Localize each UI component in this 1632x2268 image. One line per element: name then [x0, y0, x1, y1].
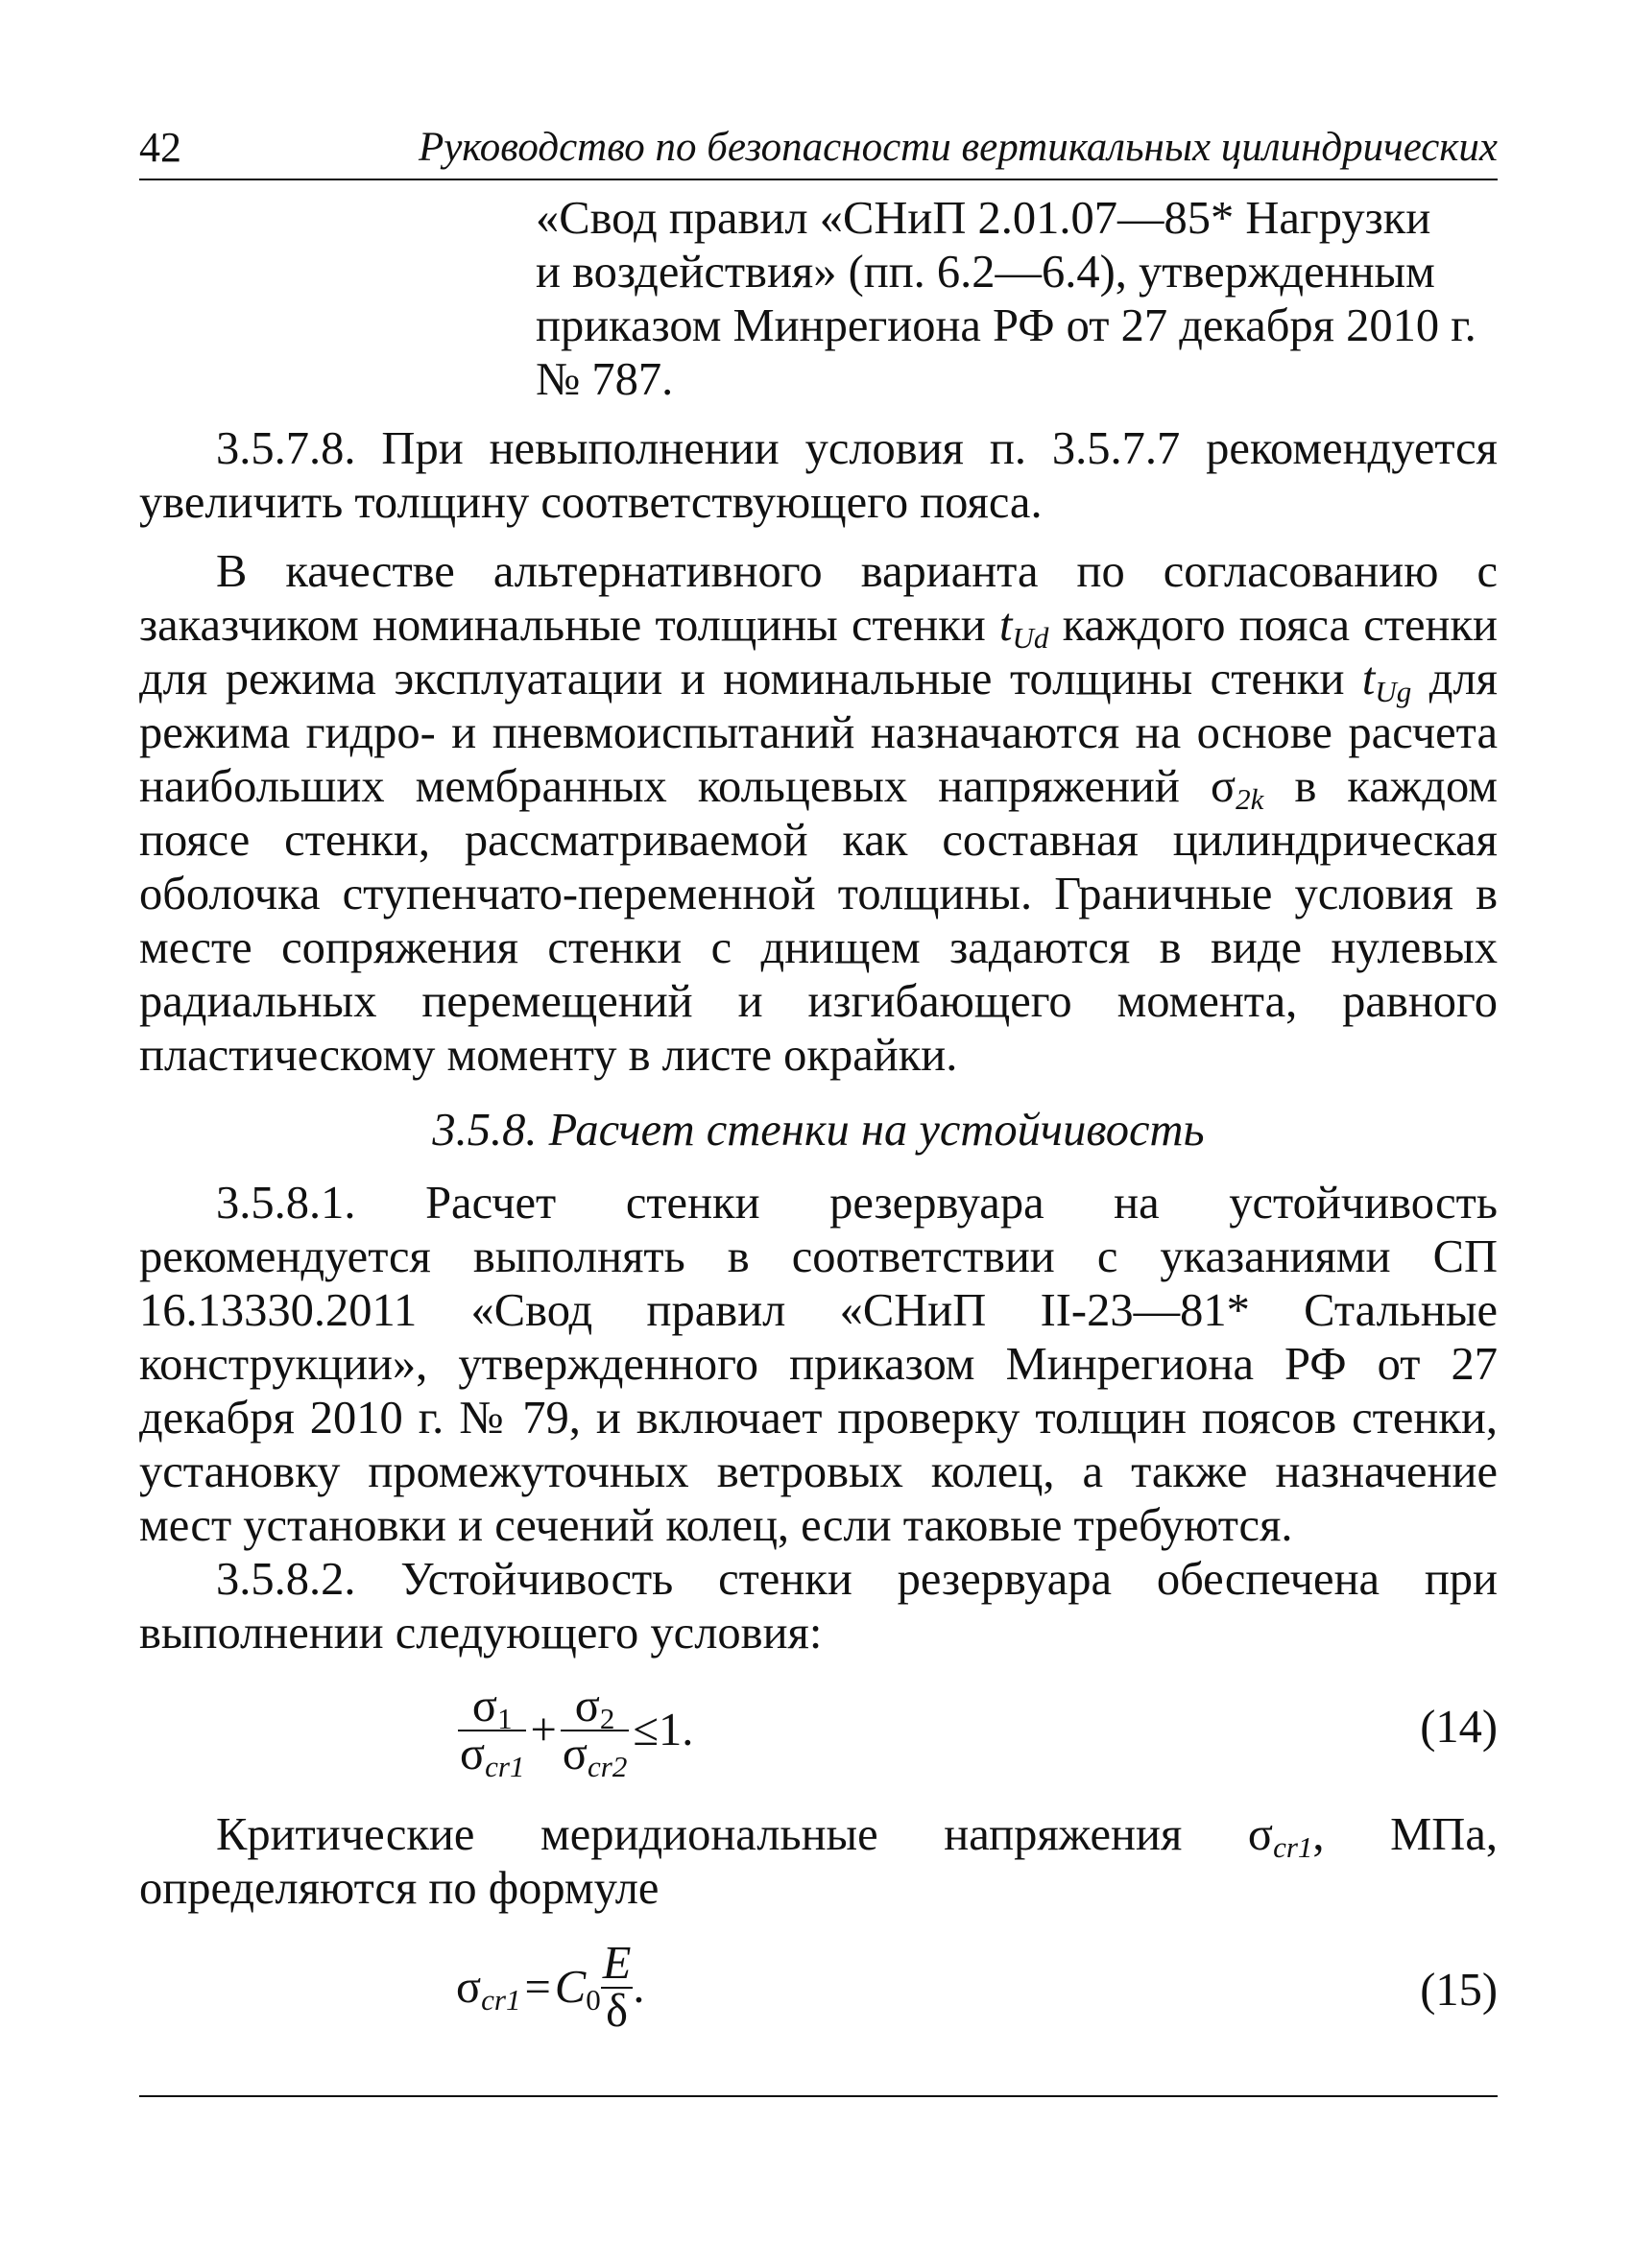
coefficient-c0: $C_0$ [554, 1962, 601, 2017]
continued-reference [536, 192, 1498, 407]
paragraph-text: , МПа, определяются по формуле [139, 1809, 1498, 1914]
thickness-subscript-ug: Ug [1375, 675, 1412, 708]
sigma-subscript-2k: 2k [1236, 782, 1264, 816]
paragraph-critical-stress [139, 1808, 1498, 1916]
fraction-denominator: $\sigma_{cr2}$ [562, 1729, 628, 1783]
formula-14-expression [458, 1681, 697, 1783]
page-header [139, 123, 1498, 180]
fraction-sigma1-over-sigmacr1 [458, 1681, 526, 1783]
running-title: Руководство по безопасности вертикальных цилиндрических [418, 125, 1498, 170]
fraction-denominator: $\sigma_{cr1}$ [460, 1729, 525, 1783]
footer-rule [139, 2095, 1498, 2097]
paragraph-text: для режима гидро- и пневмоиспытаний назначаются на основе расчета наибольших мембранных кольцевых напряжений [139, 654, 1498, 812]
formula-period: . [633, 1962, 645, 2013]
inequality-rhs: ≤1. [633, 1705, 694, 1755]
page-content [139, 123, 1498, 2064]
paragraph-text: В качестве альтернативного варианта по согласованию с заказчиком номинальные толщины стенки [139, 546, 1498, 651]
fraction-denominator: δ [606, 1986, 628, 2037]
formula-14 [139, 1676, 1498, 1791]
continued-reference-line: «Свод правил «СНиП 2.01.07—85* Нагрузки [536, 193, 1431, 244]
fraction-numerator: $\sigma_1$ [458, 1683, 526, 1731]
fraction-e-over-delta [601, 1938, 634, 2037]
paragraph-3-5-7-8: 3.5.7.8. При невыполнении условия п. 3.5.7.7 рекомендуется увеличить толщину соответствующего пояса. [139, 423, 1498, 528]
formula-15-expression [456, 1938, 645, 2037]
fraction-numerator: $\sigma_2$ [561, 1683, 629, 1731]
sigma-subscript-cr1: cr1 [1273, 1830, 1313, 1864]
formula-15 [139, 1931, 1498, 2046]
formula-number: (14) [1420, 1702, 1498, 1753]
thickness-subscript-ud: Ud [1012, 621, 1049, 655]
paragraph-text: в каждом поясе стенки, рассматриваемой как составная цилиндрическая оболочка ступенчато-переменной толщины. Граничные условия в месте сопряжения стенки с днищем задаются в виде нулевых радиальных перемещений и изгибающего момента, равного пластическому моменту в листе окрайки. [139, 761, 1498, 1081]
paragraph-text: каждого пояса стенки для режима эксплуатации и номинальные толщины стенки [139, 600, 1498, 704]
thickness-symbol: t [1361, 654, 1376, 704]
page-number: 42 [139, 124, 181, 171]
formula-lhs: $\sigma_{cr1}$ [456, 1962, 521, 2017]
paragraph-alternative-option [139, 545, 1498, 1083]
section-heading: 3.5.8. Расчет стенки на устойчивость [432, 1105, 1205, 1156]
fraction-numerator: E [602, 1938, 632, 1989]
fraction-sigma2-over-sigmacr2 [561, 1681, 629, 1783]
continued-reference-line: и воздействия» (пп. 6.2—6.4), утвержденным [536, 247, 1435, 298]
continued-reference-line: приказом Минрегиона РФ от 27 декабря 2010 г. [536, 300, 1476, 351]
sigma-symbol: σ [1210, 761, 1236, 812]
formula-number: (15) [1420, 1965, 1498, 2016]
paragraph-3-5-8-1: 3.5.8.1. Расчет стенки резервуара на устойчивость рекомендуется выполнять в соответствии с указаниями СП 16.13330.2011 «Свод правил «СНиП II-23—81* Стальные конструкции», утвержденного приказом Минрегиона РФ от 27 декабря 2010 г. № 79, и включает проверку толщин поясов стенки, установку промежуточных ветровых колец, а также назначение мест установки и сечений колец, если таковые требуются. [139, 1178, 1498, 1551]
thickness-symbol: t [999, 600, 1013, 651]
sigma-symbol: σ [1247, 1809, 1274, 1860]
equals-sign: = [524, 1962, 551, 2013]
continued-reference-line: № 787. [536, 354, 674, 405]
paragraph-3-5-8-2: 3.5.8.2. Устойчивость стенки резервуара обеспечена при выполнении следующего условия: [139, 1554, 1498, 1659]
plus-sign: + [530, 1705, 557, 1755]
paragraph-text: Критические меридиональные напряжения [216, 1809, 1248, 1860]
